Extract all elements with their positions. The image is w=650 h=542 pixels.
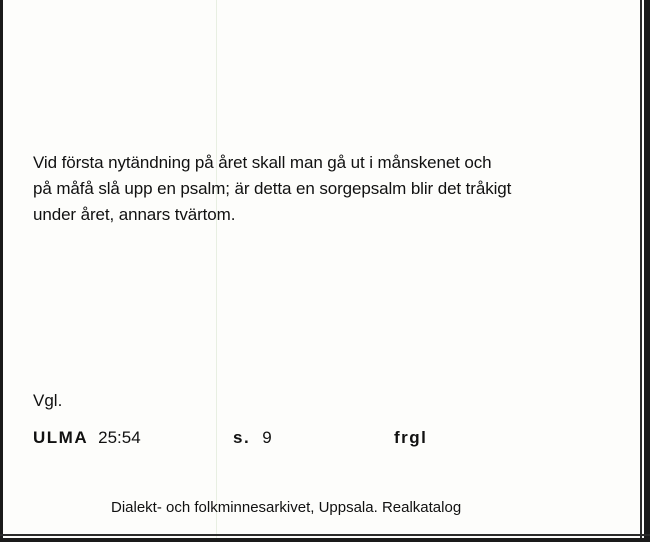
page-number: 9 [262, 428, 272, 447]
card-body-text [33, 150, 613, 228]
archive-reference [33, 428, 141, 448]
card-edge-right-inner [640, 0, 642, 542]
card-text-line: Vid första nytändning på året skall man gå ut i månskenet och [33, 153, 492, 172]
archive-number: 25:54 [98, 428, 141, 447]
card-text-line: under året, annars tvärtom. [33, 205, 236, 224]
page-label: s. [233, 428, 251, 447]
card-edge-left [0, 0, 3, 542]
archive-code: ULMA [33, 428, 89, 447]
card-edge-bottom [0, 538, 650, 542]
card-text-line: på måfå slå upp en psalm; är detta en sorgepsalm blir det tråkigt [33, 179, 512, 198]
category-reference [394, 428, 427, 448]
category-code: frgl [394, 428, 428, 447]
card-footer: Dialekt- och folkminnesarkivet, Uppsala. Realkatalog [111, 499, 462, 516]
scan-artifact-line [216, 0, 217, 542]
page-reference [233, 428, 272, 448]
card-edge-bottom-inner [0, 534, 650, 536]
reference-label: Vgl. [33, 391, 63, 410]
card-edge-right [644, 0, 650, 542]
